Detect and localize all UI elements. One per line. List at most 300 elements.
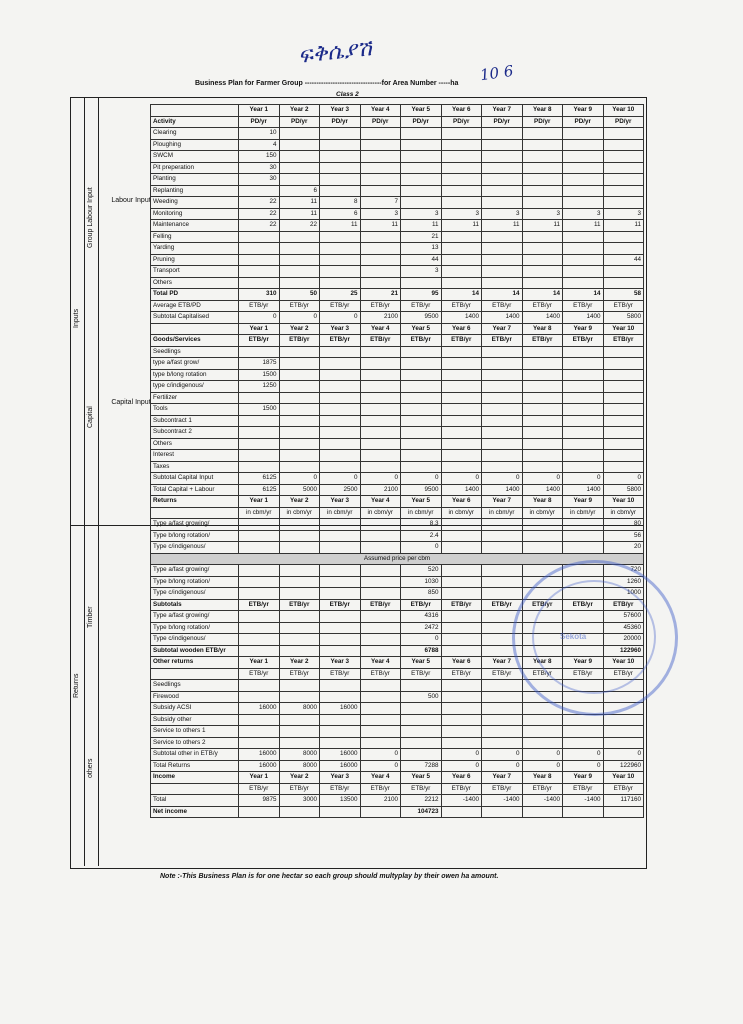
row-label: Type a/fast growing/ [151,611,239,623]
table-row [151,346,644,358]
cell-value: 104723 [401,806,442,818]
cell-value: 50 [279,289,320,301]
cell-value [279,542,320,554]
row-label: Seedlings [151,680,239,692]
row-label: SWCM [151,151,239,163]
cell-value [441,404,482,416]
row-label: Type b/long rotation/ [151,530,239,542]
cell-value [279,806,320,818]
cell-value [360,174,401,186]
cell-value [482,369,523,381]
cell-value [320,254,361,266]
footer-note: Note :-This Business Plan is for one hectar so each group should multyplay by their owen ha amount. [160,873,499,880]
cell-value: ETB/yr [482,783,523,795]
cell-value [320,611,361,623]
cell-value [603,714,644,726]
cell-value [522,542,563,554]
cell-value: ETB/yr [603,783,644,795]
cell-value: 2472 [401,622,442,634]
cell-value [522,254,563,266]
row-label: Subsidy other [151,714,239,726]
cell-value [563,726,604,738]
cell-value: 2100 [360,312,401,324]
cell-value: 1250 [239,381,280,393]
cell-value [441,174,482,186]
row-label: Type b/long rotation/ [151,622,239,634]
cell-value [360,519,401,531]
cell-value: Year 2 [279,772,320,784]
cell-value [279,691,320,703]
cell-value [441,703,482,715]
cell-value [239,634,280,646]
cell-value: 1400 [482,484,523,496]
row-label: Activity [151,116,239,128]
cell-value: ETB/yr [320,300,361,312]
cell-value [563,254,604,266]
year-header-row [151,772,644,784]
cell-value: 2100 [360,795,401,807]
table-row [151,795,644,807]
cell-value: Year 8 [522,496,563,508]
cell-value [482,576,523,588]
cell-value [441,622,482,634]
cell-value: 11 [279,197,320,209]
cell-value [401,151,442,163]
cell-value: Year 2 [279,496,320,508]
cell-value: 3 [360,208,401,220]
cell-value: 13 [401,243,442,255]
cell-value: 16000 [239,760,280,772]
cell-value [441,576,482,588]
cell-value [441,277,482,289]
cell-value [279,622,320,634]
cell-value: 16000 [320,703,361,715]
cell-value: Year 8 [522,657,563,669]
cell-value [522,450,563,462]
cell-value [522,714,563,726]
cell-value [401,726,442,738]
row-label: Clearing [151,128,239,140]
cell-value [482,185,523,197]
cell-value [320,438,361,450]
cell-value [401,358,442,370]
cell-value [279,737,320,749]
cell-value [239,415,280,427]
table-row [151,461,644,473]
cell-value [522,438,563,450]
row-label: Taxes [151,461,239,473]
cell-value [279,151,320,163]
cell-value [360,611,401,623]
cell-value [441,151,482,163]
cell-value [401,369,442,381]
cell-value [279,128,320,140]
cell-value: 16000 [320,749,361,761]
cell-value [482,162,523,174]
cell-value: 5800 [603,312,644,324]
cell-value [401,128,442,140]
cell-value [320,128,361,140]
cell-value: in cbm/yr [522,507,563,519]
cell-value: 0 [401,542,442,554]
cell-value: 150 [239,151,280,163]
cell-value [320,806,361,818]
table-row [151,484,644,496]
cell-value [279,139,320,151]
cell-value: Year 5 [401,105,442,117]
cell-value [401,139,442,151]
cell-value [441,369,482,381]
cell-value [482,358,523,370]
cell-value [320,450,361,462]
cell-value [563,519,604,531]
cell-value [401,162,442,174]
cell-value: 30 [239,174,280,186]
cell-value: 8 [320,197,361,209]
cell-value [603,346,644,358]
cell-value [401,346,442,358]
cell-value: 11 [603,220,644,232]
cell-value [360,139,401,151]
cell-value [239,266,280,278]
row-label [151,105,239,117]
row-label: Subcontract 1 [151,415,239,427]
cell-value [360,691,401,703]
handwritten-number: 10 6 [478,61,515,85]
cell-value: ETB/yr [279,335,320,347]
cell-value: ETB/yr [320,783,361,795]
cell-value [522,162,563,174]
cell-value: Year 10 [603,105,644,117]
table-row [151,220,644,232]
cell-value: 8.3 [401,519,442,531]
cell-value [441,691,482,703]
cell-value [401,438,442,450]
cell-value: 0 [482,749,523,761]
cell-value [482,197,523,209]
cell-value [360,726,401,738]
cell-value [239,611,280,623]
cell-value: ETB/yr [360,783,401,795]
cell-value: ETB/yr [401,300,442,312]
cell-value [482,691,523,703]
row-label: Subtotal other in ETB/y [151,749,239,761]
cell-value [401,277,442,289]
cell-value: 14 [482,289,523,301]
cell-value: ETB/yr [279,300,320,312]
cell-value [360,714,401,726]
cell-value: 14 [563,289,604,301]
cell-value [482,461,523,473]
cell-value [239,438,280,450]
cell-value [482,806,523,818]
cell-value: Year 4 [360,323,401,335]
cell-value: 16000 [239,749,280,761]
cell-value: 6 [279,185,320,197]
row-label: Maintenance [151,220,239,232]
cell-value [603,392,644,404]
cell-value [603,174,644,186]
cell-value [563,346,604,358]
cell-value [563,231,604,243]
cell-value [279,404,320,416]
cell-value: PD/yr [482,116,523,128]
cell-value [441,243,482,255]
cell-value [522,197,563,209]
table-row [151,427,644,439]
cell-value: ETB/yr [360,335,401,347]
cell-value: PD/yr [522,116,563,128]
cell-value: 20 [603,542,644,554]
cell-value: Year 6 [441,657,482,669]
row-label: Type c/indigenous/ [151,634,239,646]
cell-value [563,542,604,554]
cell-value: ETB/yr [239,599,280,611]
row-label: Ploughing [151,139,239,151]
table-row [151,277,644,289]
cell-value [360,530,401,542]
cell-value [239,806,280,818]
class-label: Class 2 [336,91,359,98]
row-label [151,783,239,795]
cell-value [522,806,563,818]
cell-value [401,737,442,749]
cell-value [482,565,523,577]
cell-value: ETB/yr [320,668,361,680]
cell-value: ETB/yr [522,783,563,795]
cell-value [360,369,401,381]
row-label: Service to others 2 [151,737,239,749]
unit-row [151,335,644,347]
cell-value [279,530,320,542]
cell-value [320,714,361,726]
cell-value: ETB/yr [482,668,523,680]
cell-value: -1400 [563,795,604,807]
cell-value: 7288 [401,760,442,772]
cell-value [320,381,361,393]
cell-value [522,231,563,243]
row-label: Subtotal wooden ETB/yr [151,645,239,657]
cell-value: Year 7 [482,323,523,335]
cell-value: 22 [239,220,280,232]
table-row [151,530,644,542]
cell-value: 4316 [401,611,442,623]
table-row [151,243,644,255]
cell-value [563,404,604,416]
cell-value [360,358,401,370]
table-row [151,381,644,393]
cell-value: 6125 [239,484,280,496]
cell-value [279,174,320,186]
cell-value: ETB/yr [563,335,604,347]
cell-value: ETB/yr [603,300,644,312]
cell-value [441,346,482,358]
row-label: Service to others 1 [151,726,239,738]
cell-value [482,726,523,738]
cell-value [239,277,280,289]
cell-value [320,542,361,554]
row-label: Subtotal Capitalised [151,312,239,324]
cell-value: 0 [603,749,644,761]
cell-value [441,588,482,600]
cell-value [482,519,523,531]
cell-value [603,737,644,749]
cell-value: 2212 [401,795,442,807]
cell-value [401,680,442,692]
cell-value [239,392,280,404]
row-label: Type c/indigenous/ [151,542,239,554]
cell-value: 3 [441,208,482,220]
table-row [151,208,644,220]
cell-value [522,277,563,289]
cell-value: ETB/yr [279,668,320,680]
cell-value [482,392,523,404]
cell-value: 1260 [603,576,644,588]
cell-value: 0 [563,749,604,761]
cell-value: 14 [441,289,482,301]
cell-value [320,565,361,577]
cell-value [603,369,644,381]
cell-value: ETB/yr [239,783,280,795]
cell-value: 11 [401,220,442,232]
cell-value: 720 [603,565,644,577]
cell-value [239,691,280,703]
row-label: Average ETB/PD [151,300,239,312]
cell-value: 0 [522,473,563,485]
cell-value: in cbm/yr [441,507,482,519]
cell-value [320,726,361,738]
table-row [151,749,644,761]
cell-value: ETB/yr [603,335,644,347]
cell-value [563,358,604,370]
cell-value: Year 7 [482,496,523,508]
cell-value: 3 [522,208,563,220]
cell-value: 6125 [239,473,280,485]
cell-value: in cbm/yr [482,507,523,519]
cell-value: in cbm/yr [360,507,401,519]
cell-value [522,369,563,381]
table-row [151,128,644,140]
cell-value: 0 [401,473,442,485]
cell-value: 122960 [603,760,644,772]
cell-value: Year 7 [482,657,523,669]
cell-value [482,530,523,542]
cell-value: -1400 [522,795,563,807]
cell-value [441,266,482,278]
cell-value: ETB/yr [401,335,442,347]
cell-value [482,542,523,554]
cell-value: ETB/yr [360,599,401,611]
cell-value [279,645,320,657]
cell-value [563,737,604,749]
cell-value: ETB/yr [603,599,644,611]
cell-value [320,369,361,381]
cell-value: PD/yr [441,116,482,128]
cell-value [360,346,401,358]
cell-value [603,266,644,278]
cell-value: in cbm/yr [320,507,361,519]
cell-value [603,197,644,209]
cell-value: 2100 [360,484,401,496]
cell-value: ETB/yr [360,300,401,312]
cell-value [401,703,442,715]
cell-value [603,427,644,439]
cell-value [401,197,442,209]
cell-value: ETB/yr [522,300,563,312]
row-label: Monitoring [151,208,239,220]
cell-value: 3000 [279,795,320,807]
cell-value [401,404,442,416]
cell-value: PD/yr [603,116,644,128]
cell-value: Year 4 [360,105,401,117]
cell-value [522,185,563,197]
cell-value [441,645,482,657]
row-label: type a/fast grow/ [151,358,239,370]
cell-value [360,266,401,278]
cell-value [522,346,563,358]
cell-value: 56 [603,530,644,542]
cell-value [320,151,361,163]
unit-row [151,507,644,519]
cell-value: ETB/yr [441,668,482,680]
cell-value: 5800 [603,484,644,496]
cell-value [320,174,361,186]
table-row [151,737,644,749]
cell-value [603,358,644,370]
cell-value [482,231,523,243]
cell-value: ETB/yr [522,599,563,611]
cell-value: in cbm/yr [239,507,280,519]
cell-value: 9500 [401,312,442,324]
cell-value [522,358,563,370]
table-row [151,231,644,243]
cell-value [482,151,523,163]
cell-value [360,277,401,289]
cell-value: 0 [603,473,644,485]
cell-value [279,714,320,726]
unit-row [151,783,644,795]
cell-value [441,450,482,462]
cell-value [239,346,280,358]
row-label: Assumed price per cbm [151,553,644,565]
cell-value [603,415,644,427]
cell-value: 3 [401,208,442,220]
cell-value: Year 5 [401,772,442,784]
row-label: Total Returns [151,760,239,772]
cell-value: 8000 [279,749,320,761]
cell-value [360,461,401,473]
cell-value [563,438,604,450]
cell-value: Year 8 [522,323,563,335]
cell-value [482,266,523,278]
cell-value [603,231,644,243]
cell-value: Year 9 [563,657,604,669]
cell-value [279,277,320,289]
cell-value: ETB/yr [482,335,523,347]
cell-value: 0 [279,473,320,485]
cell-value: Year 9 [563,323,604,335]
cell-value: Year 6 [441,496,482,508]
cell-value: Year 5 [401,496,442,508]
cell-value [441,565,482,577]
cell-value [522,128,563,140]
cell-value [441,542,482,554]
cell-value [482,714,523,726]
cell-value [563,266,604,278]
cell-value: 45360 [603,622,644,634]
cell-value [279,634,320,646]
cell-value: 0 [279,312,320,324]
